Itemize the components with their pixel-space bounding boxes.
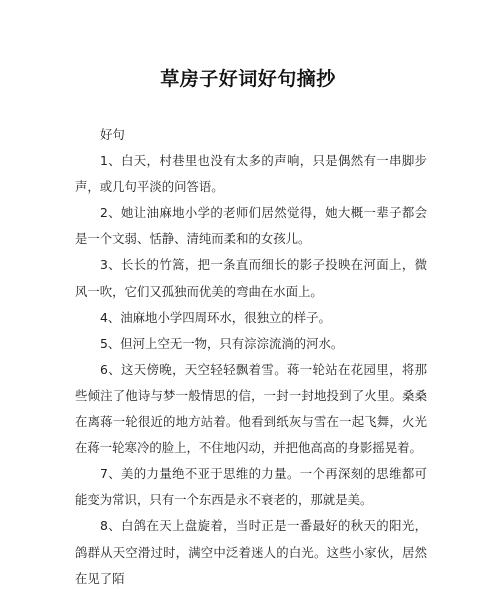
document-body <box>75 122 427 592</box>
section-label: 好句 <box>100 127 125 142</box>
paragraph: 5、但河上空无一物，只有淙淙流淌的河水。 <box>100 335 344 351</box>
paragraph: 1、白天，村巷里也没有太多的声响，只是偶然有一串脚步声，或几句平淡的问答语。 <box>75 153 427 195</box>
paragraph: 4、油麻地小学四周环水，很独立的样子。 <box>100 309 331 325</box>
paragraph: 3、长长的竹篙，把一条直而细长的影子投映在河面上，微风一吹，它们又孤独而优美的弯曲在水面上。 <box>75 257 427 299</box>
paragraph: 7、美的力量绝不亚于思维的力量。一个再深刻的思维都可能变为常识，只有一个东西是永不衰老的，那就是美。 <box>75 466 427 508</box>
document-title: 草房子好词好句摘抄 <box>160 68 336 90</box>
paragraph: 2、她让油麻地小学的老师们居然觉得，她大概一辈子都会是一个文弱、恬静、清纯而柔和的女孩儿。 <box>75 205 427 247</box>
paragraph: 8、白鸽在天上盘旋着，当时正是一番最好的秋天的阳光，鸽群从天空滑过时，满空中泛着迷人的白光。这些小家伙，居然在见了陌 <box>75 518 427 586</box>
paragraph: 6、这天傍晚，天空轻轻飘着雪。蒋一轮站在花园里，将那些倾注了他诗与梦一般情思的信，一封一封地投到了火里。桑桑在离蒋一轮很近的地方站着。他看到纸灰与雪在一起飞舞，火光在蒋一轮寒冷的脸上，不住地闪动，并把他高高的身影摇晃着。 <box>75 361 427 456</box>
